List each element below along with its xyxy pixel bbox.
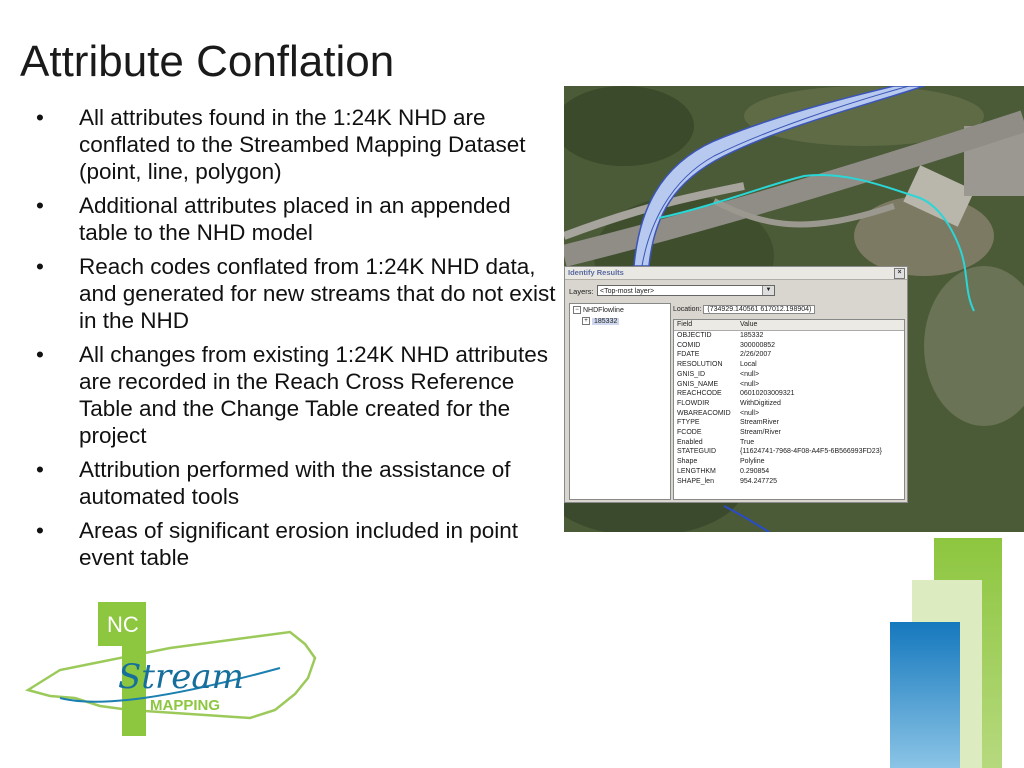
bullet-text: Areas of significant erosion included in point event table [79, 518, 519, 570]
field-cell: RESOLUTION [677, 361, 723, 369]
table-header [674, 320, 904, 331]
bullet-item [30, 456, 565, 510]
layers-label: Layers: [569, 287, 594, 296]
field-cell: Enabled [677, 438, 703, 446]
bullet-text: Additional attributes placed in an appended table to the NHD model [79, 193, 511, 245]
nc-text: NC [107, 612, 139, 637]
location-readout [673, 305, 815, 314]
value-cell: <null> [740, 370, 760, 378]
attribute-table [673, 319, 905, 500]
value-cell: WithDigitized [740, 399, 781, 407]
bullet-text: All attributes found in the 1:24K NHD are conflated to the Streambed Mapping Dataset (point, line, polygon) [79, 105, 526, 184]
layers-select-value: <Top-most layer> [600, 288, 655, 295]
field-cell: GNIS_ID [677, 370, 706, 378]
value-cell: StreamRiver [740, 419, 779, 427]
value-cell: 185332 [740, 332, 764, 339]
mapping-text: MAPPING [150, 697, 221, 714]
bullet-icon: • [36, 254, 44, 279]
tree-node-layer[interactable] [573, 306, 624, 314]
bullet-item [30, 192, 565, 246]
value-cell: Stream/River [740, 429, 781, 436]
field-cell: FDATE [677, 351, 700, 359]
bullet-icon: • [36, 193, 44, 218]
identify-results-dialog [564, 266, 908, 503]
nc-stream-mapping-logo [20, 598, 320, 748]
field-cell: Shape [677, 458, 698, 466]
field-cell: REACHCODE [677, 390, 722, 398]
dialog-title: Identify Results [568, 268, 624, 277]
value-cell: 06010203009321 [740, 390, 795, 398]
close-icon[interactable]: × [894, 268, 905, 279]
field-cell: FTYPE [677, 419, 700, 427]
bullet-item [30, 341, 565, 449]
bullet-item [30, 517, 565, 571]
bullet-icon: • [36, 105, 44, 130]
bullet-item [30, 104, 565, 185]
value-cell: 2/26/2007 [740, 351, 772, 359]
collapse-icon[interactable]: − [573, 306, 581, 314]
slide-title: Attribute Conflation [20, 37, 395, 86]
bullet-icon: • [36, 518, 44, 543]
layers-select[interactable] [597, 285, 775, 296]
bullet-text: All changes from existing 1:24K NHD attributes are recorded in the Reach Cross Reference Table and the Change Table created for the project [79, 342, 548, 448]
field-cell: WBAREACOMID [677, 409, 731, 417]
stream-text: Stream [118, 657, 244, 697]
bullet-text: Attribution performed with the assistance of automated tools [79, 457, 511, 509]
location-value: (734929.140561 617012.198904) [703, 305, 815, 314]
chevron-down-icon[interactable]: ▼ [762, 286, 774, 295]
expand-icon[interactable]: + [582, 317, 590, 325]
field-cell: STATEGUID [677, 448, 717, 456]
field-cell: FCODE [677, 429, 702, 436]
value-cell: True [740, 438, 755, 446]
tree-node-label: 185332 [594, 317, 618, 325]
bullet-list [30, 104, 565, 578]
tree-node-label: NHDFlowline [583, 306, 624, 314]
value-cell: 300000852 [740, 341, 776, 349]
column-header-value[interactable]: Value [740, 321, 758, 328]
decor-bar-blue [890, 622, 960, 768]
value-cell: <null> [740, 380, 760, 388]
bullet-icon: • [36, 457, 44, 482]
column-header-field[interactable]: Field [677, 321, 693, 328]
value-cell: <null> [740, 409, 760, 417]
field-cell: SHAPE_len [677, 477, 714, 485]
value-cell: Polyline [740, 458, 765, 466]
bullet-icon: • [36, 342, 44, 367]
field-cell: OBJECTID [677, 332, 712, 339]
field-cell: GNIS_NAME [677, 380, 719, 388]
results-tree [569, 303, 671, 500]
bullet-item [30, 253, 565, 334]
value-cell: Local [740, 361, 757, 369]
value-cell: 954.247725 [740, 477, 777, 485]
bullet-text: Reach codes conflated from 1:24K NHD data, and generated for new streams that do not exist in the NHD [79, 254, 556, 333]
value-cell: 0.290854 [740, 467, 770, 475]
field-cell: COMID [677, 341, 701, 349]
location-label: Location: [673, 306, 702, 313]
value-cell: {11624741-7968-4F08-A4F5-6B566993FD23} [740, 448, 882, 456]
field-cell: FLOWDIR [677, 399, 710, 407]
tree-node-feature[interactable] [582, 317, 619, 325]
field-cell: LENGTHKM [677, 467, 716, 475]
dialog-titlebar [565, 267, 907, 280]
